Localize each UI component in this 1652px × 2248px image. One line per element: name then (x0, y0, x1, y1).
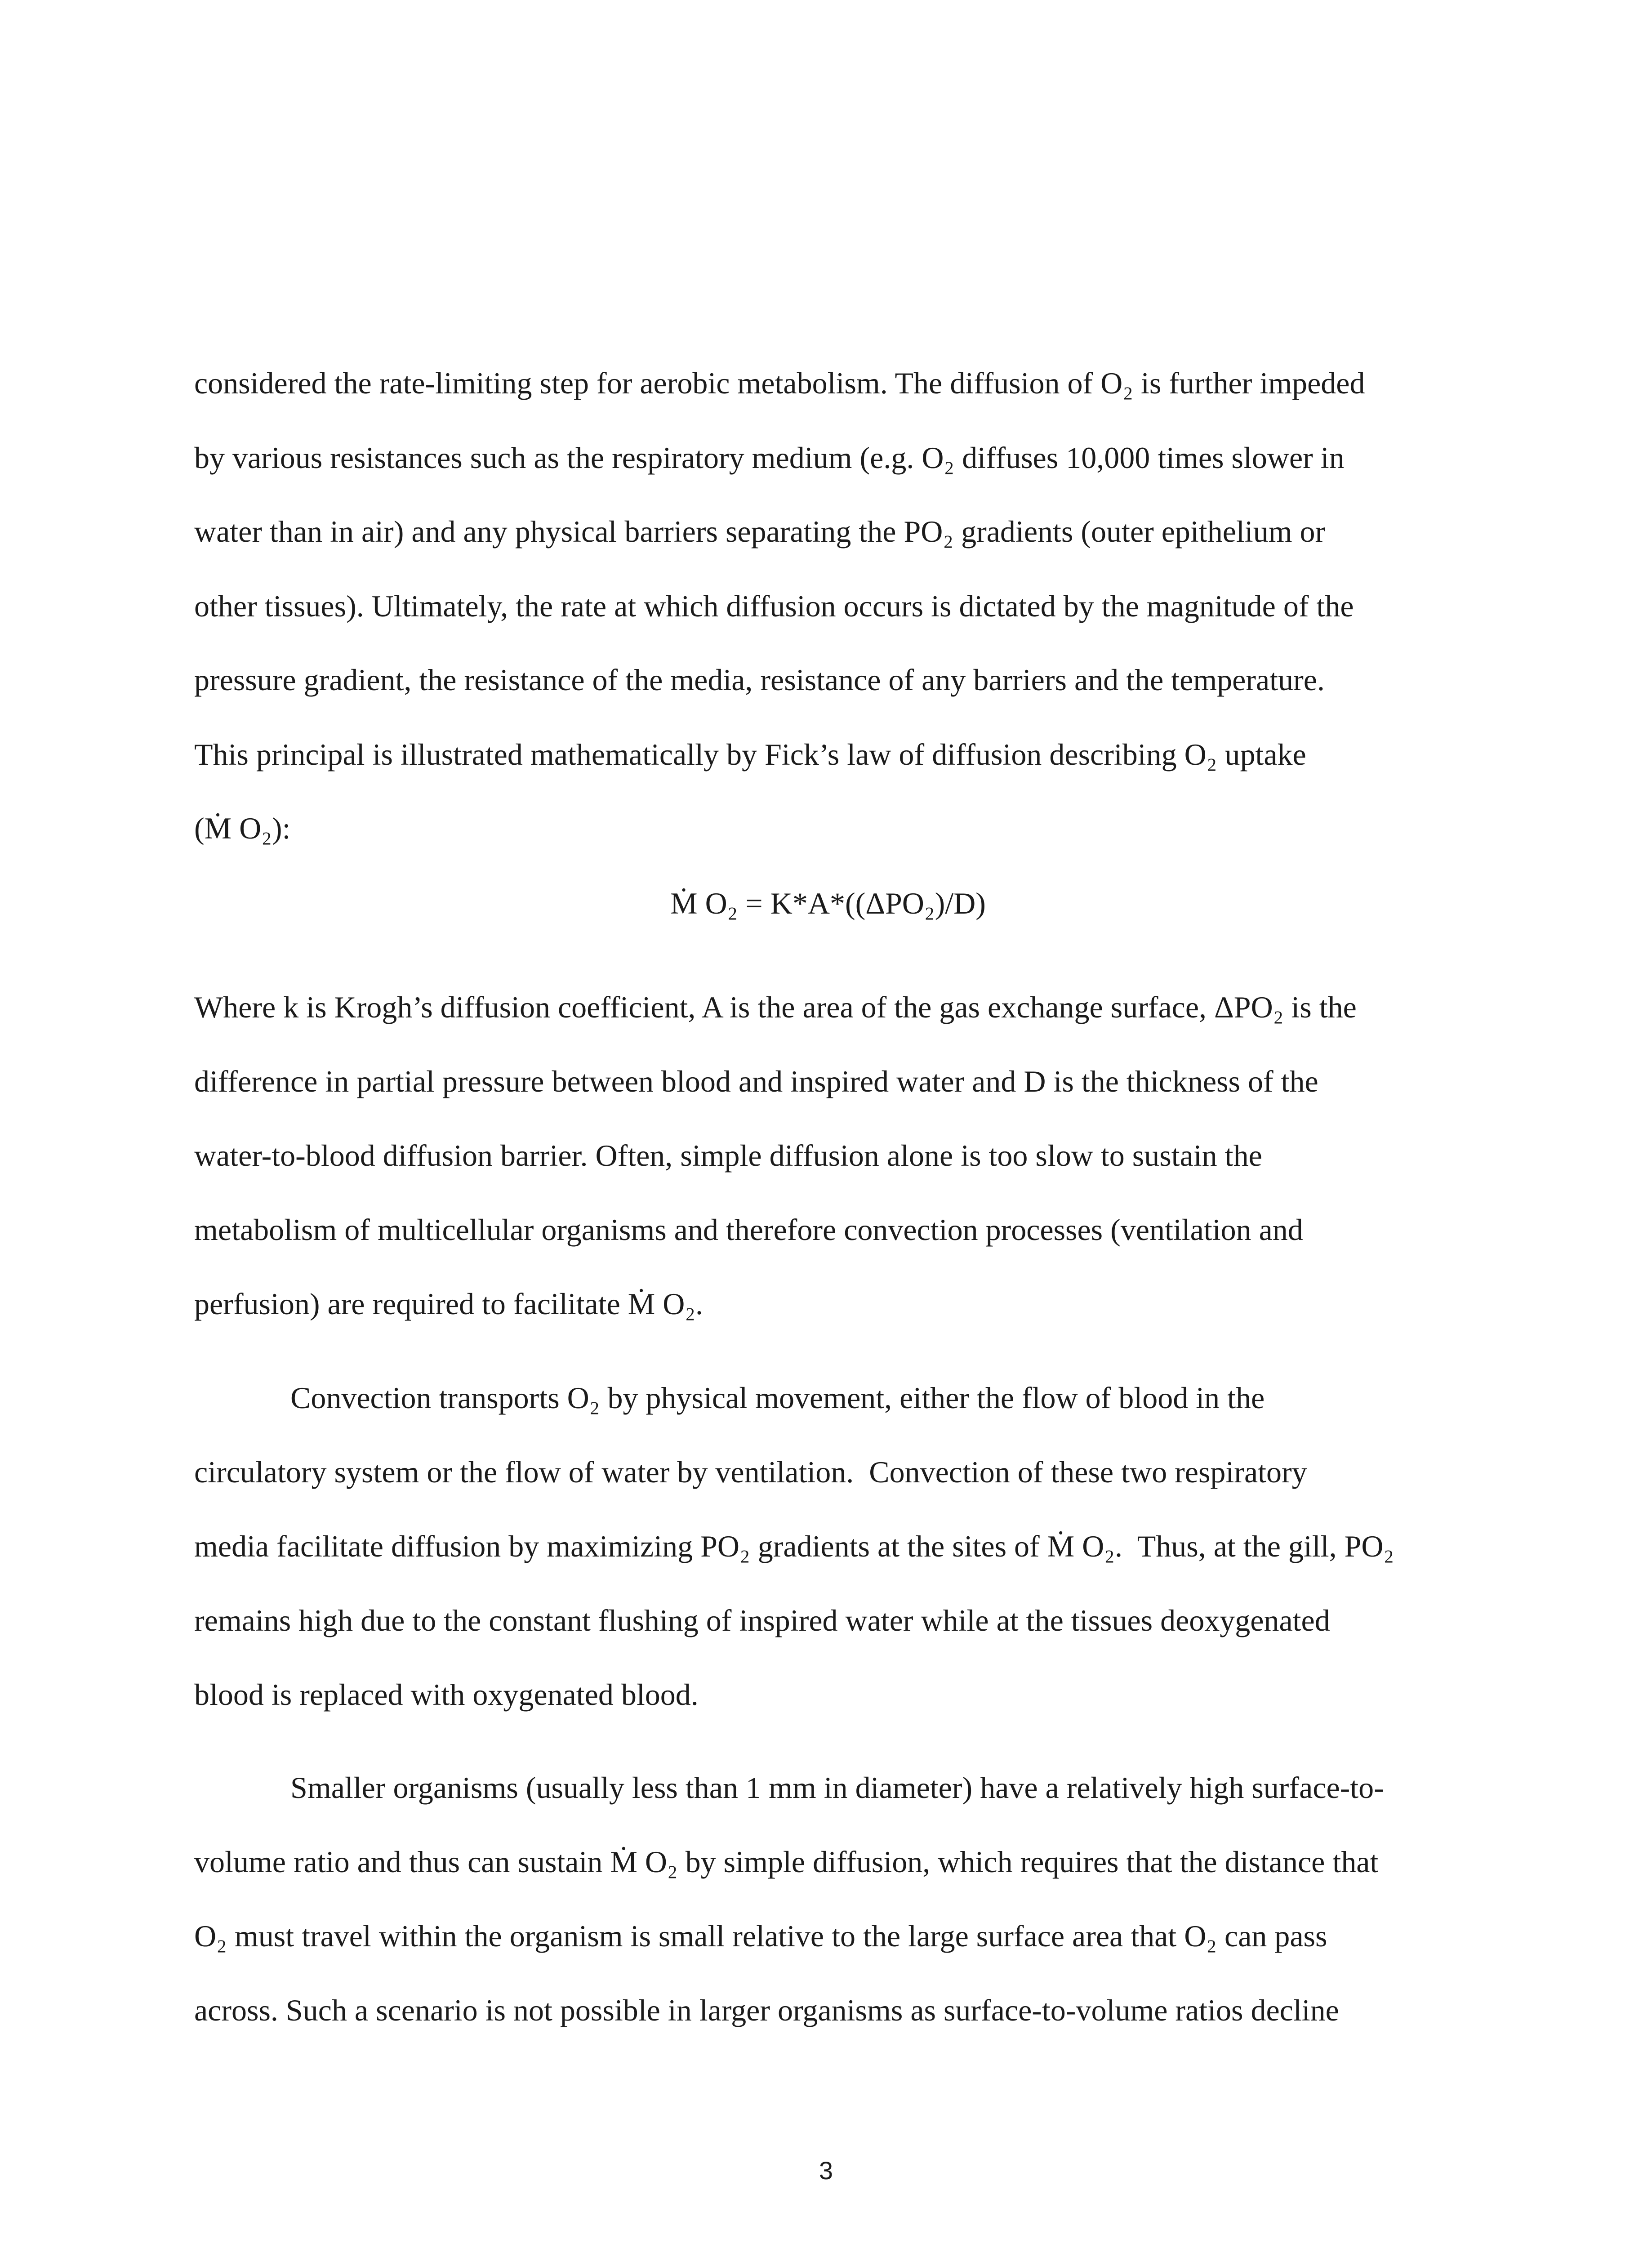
text-line: blood is replaced with oxygenated blood. (194, 1677, 699, 1712)
text-line: O₂ must travel within the organism is small relative to the large surface area that O₂ can pass (194, 1919, 1327, 1953)
fick-equation: Ṁ O₂ = K*A*((ΔPO₂)/D) (670, 886, 986, 920)
text-line: media facilitate diffusion by maximizing PO₂ gradients at the sites of Ṁ O₂. Thus, at the gill, PO₂ (194, 1529, 1394, 1563)
paragraph-start: Smaller organisms (usually less than 1 mm in diameter) have a relatively high surface-to- (290, 1771, 1384, 1805)
text-line: Where k is Krogh’s diffusion coefficient, A is the area of the gas exchange surface, ΔPO₂ is the (194, 990, 1357, 1024)
paragraph-start: Convection transports O₂ by physical movement, either the flow of blood in the (290, 1381, 1265, 1415)
text-line: This principal is illustrated mathematically by Fick’s law of diffusion describing O₂ uptake (194, 737, 1306, 772)
text-line: other tissues). Ultimately, the rate at which diffusion occurs is dictated by the magnitude of the (194, 589, 1354, 623)
text-line: (Ṁ O₂): (194, 811, 291, 845)
text-line: across. Such a scenario is not possible in larger organisms as surface-to-volume ratios decline (194, 1993, 1339, 2027)
text-line: pressure gradient, the resistance of the media, resistance of any barriers and the temperature. (194, 663, 1325, 697)
text-line: perfusion) are required to facilitate Ṁ O₂. (194, 1287, 704, 1321)
text-line: water-to-blood diffusion barrier. Often, simple diffusion alone is too slow to sustain the (194, 1138, 1262, 1173)
text-line: volume ratio and thus can sustain Ṁ O₂ by simple diffusion, which requires that the distance that (194, 1845, 1379, 1879)
page-number: 3 (819, 2156, 833, 2185)
text-line: considered the rate-limiting step for aerobic metabolism. The diffusion of O₂ is further impeded (194, 366, 1365, 400)
text-line: circulatory system or the flow of water by ventilation. Convection of these two respiratory (194, 1455, 1307, 1489)
text-line: by various resistances such as the respiratory medium (e.g. O₂ diffuses 10,000 times slower in (194, 441, 1345, 475)
text-line: remains high due to the constant flushing of inspired water while at the tissues deoxygenated (194, 1603, 1330, 1637)
text-line: difference in partial pressure between blood and inspired water and D is the thickness of the (194, 1064, 1318, 1098)
text-line: water than in air) and any physical barriers separating the PO₂ gradients (outer epithelium or (194, 514, 1326, 549)
text-line: metabolism of multicellular organisms and therefore convection processes (ventilation and (194, 1213, 1303, 1247)
